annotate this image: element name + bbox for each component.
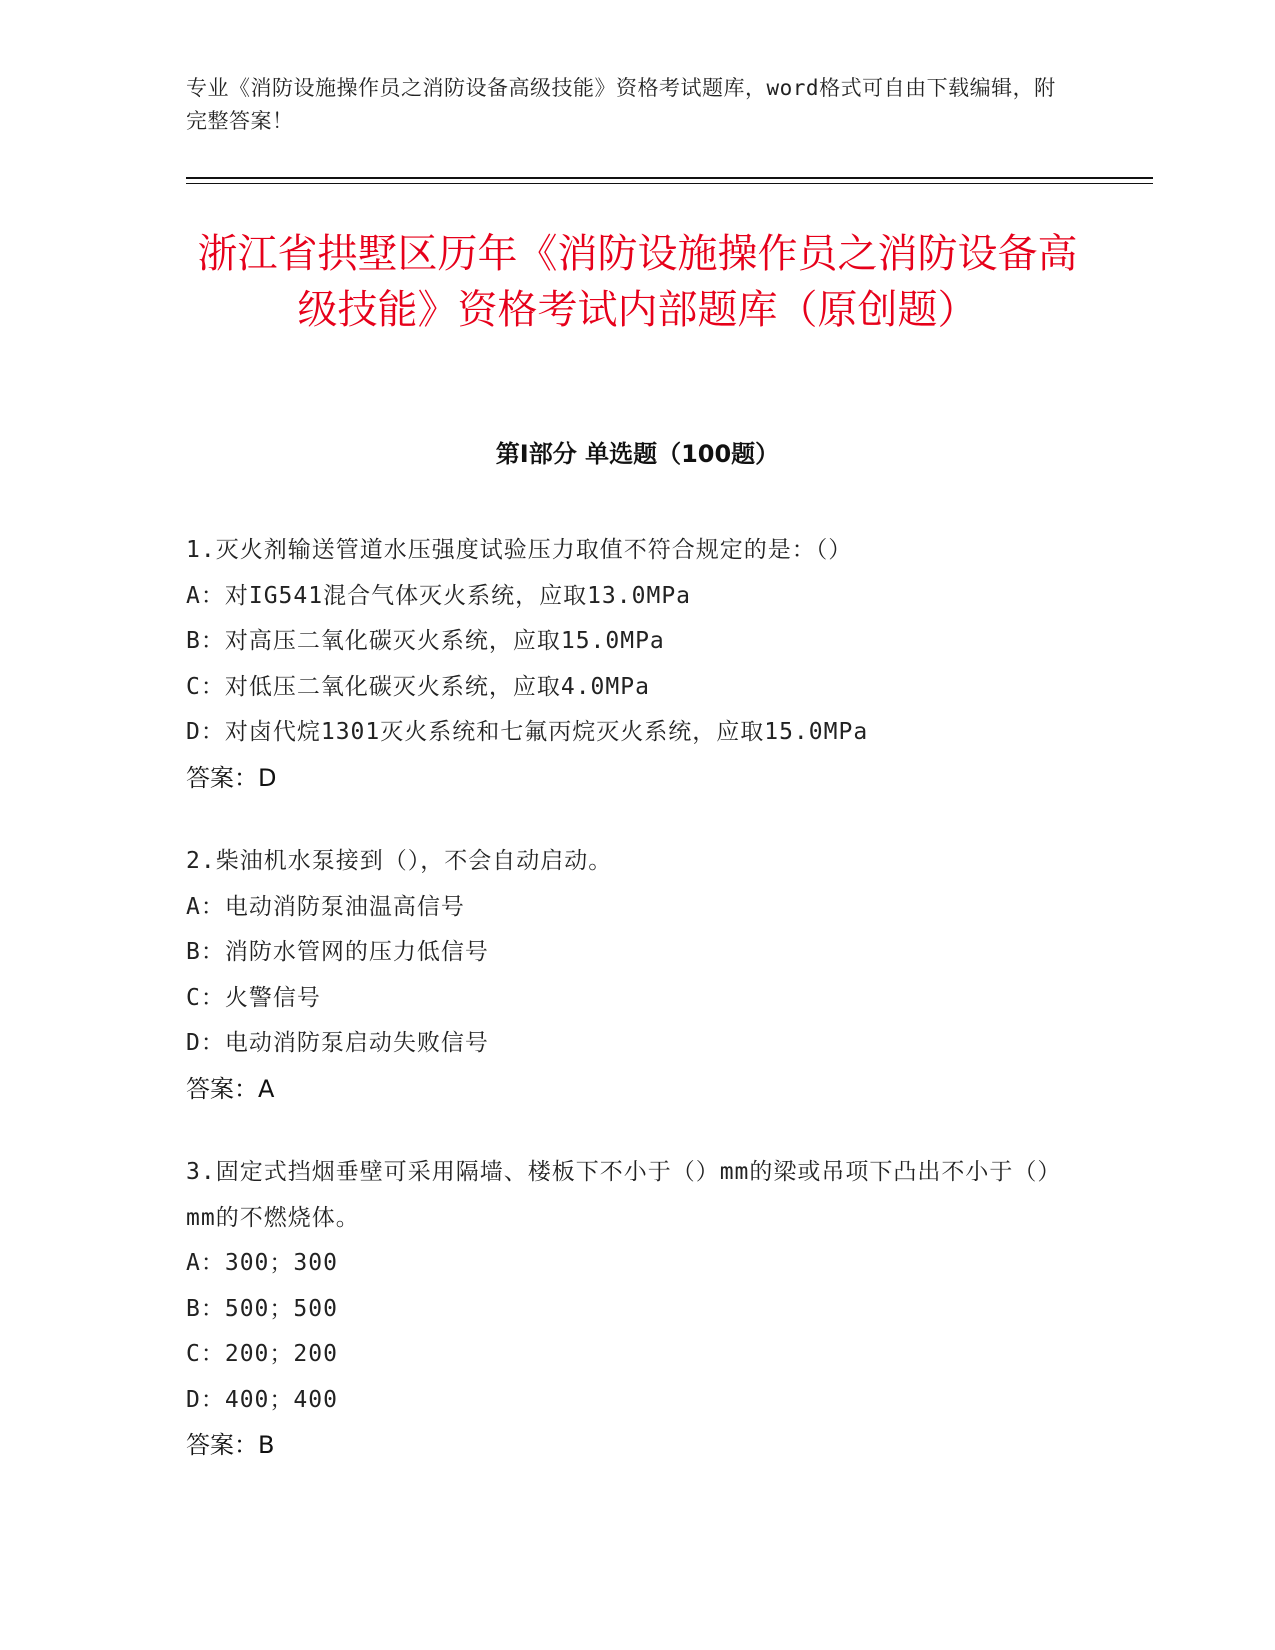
option-b: B：500；500 — [186, 1295, 338, 1322]
question-item — [186, 839, 1076, 1112]
document-title: 浙江省拱墅区历年《消防设施操作员之消防设备高级技能》资格考试内部题库（原创题） — [197, 231, 1078, 333]
option-d: D：电动消防泵启动失败信号 — [186, 1030, 489, 1056]
question-item — [186, 528, 1076, 801]
section-title: 第I部分 单选题（100题） — [495, 440, 780, 468]
option-c: C：对低压二氧化碳灭火系统，应取4.0MPa — [186, 673, 650, 700]
answer-line: 答案：D — [186, 763, 277, 792]
header-note: 专业《消防设施操作员之消防设备高级技能》资格考试题库，word格式可自由下载编辑，附完整答案！ — [186, 76, 1056, 133]
option-a: A：对IG541混合气体灭火系统，应取13.0MPa — [186, 582, 692, 609]
option-b: B：对高压二氧化碳灭火系统，应取15.0MPa — [186, 628, 665, 654]
option-a: A：电动消防泵油温高信号 — [186, 893, 465, 920]
header-divider-thin — [186, 183, 1153, 184]
answer-line: 答案：A — [186, 1074, 275, 1103]
option-b: B：消防水管网的压力低信号 — [186, 939, 489, 965]
question-item — [186, 1150, 1076, 1469]
question-list — [186, 528, 1076, 1507]
option-d: D：400；400 — [186, 1386, 338, 1413]
option-c: C：火警信号 — [186, 984, 321, 1011]
option-c: C：200；200 — [186, 1341, 338, 1367]
question-stem: 3.固定式挡烟垂壁可采用隔墙、楼板下不小于（）mm的梁或吊项下凸出不小于（）mm的不燃烧体。 — [186, 1159, 1062, 1231]
header-divider-thick — [186, 177, 1153, 179]
question-stem: 2.柴油机水泵接到（），不会自动启动。 — [186, 848, 613, 874]
option-d: D：对卤代烷1301灭火系统和七氟丙烷灭火系统，应取15.0MPa — [186, 719, 869, 745]
option-a: A：300；300 — [186, 1250, 338, 1276]
answer-line: 答案：B — [186, 1431, 275, 1459]
question-stem: 1.灭火剂输送管道水压强度试验压力取值不符合规定的是：（） — [186, 537, 853, 563]
